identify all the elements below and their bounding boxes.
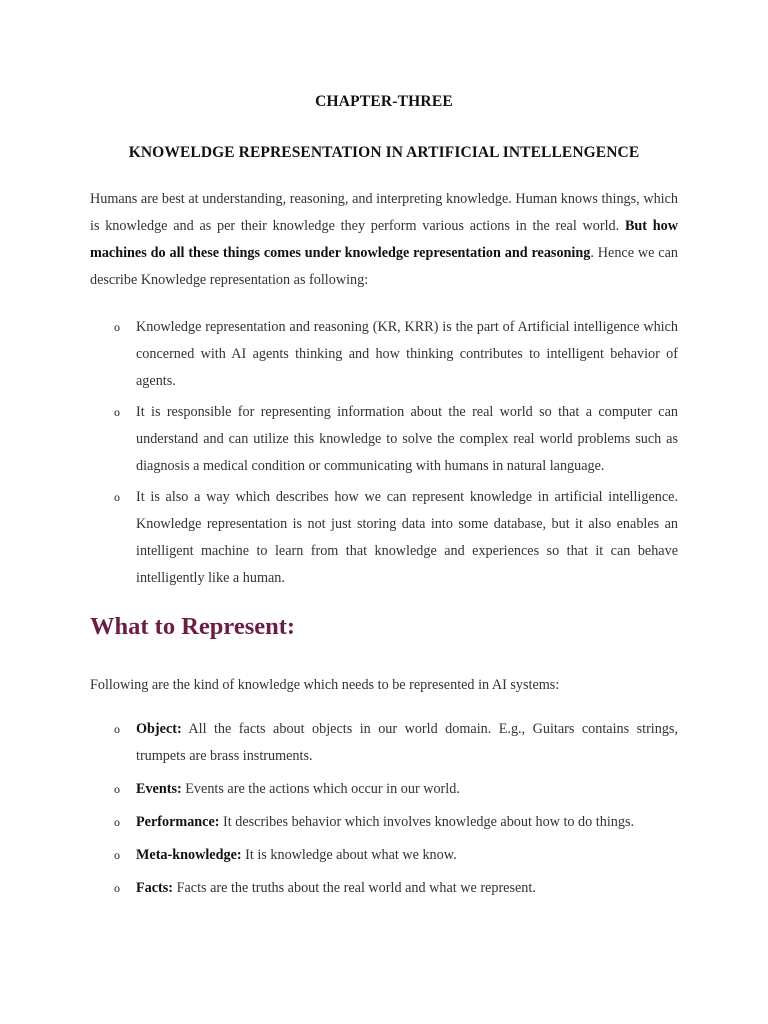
- list-item: [0, 875, 768, 902]
- kind-term: Events:: [136, 781, 182, 797]
- list-item: [0, 399, 768, 480]
- kind-description: It describes behavior which involves knowledge about how to do things.: [219, 814, 635, 830]
- bullet-icon: o: [114, 722, 120, 736]
- bullet-icon: o: [114, 881, 120, 895]
- intro-bold-text: But how machines do all these things comes under knowledge representation and reasoning: [90, 218, 678, 261]
- kind-term: Performance:: [136, 814, 220, 830]
- section-heading: What to Represent:: [90, 613, 296, 640]
- list-item: [0, 776, 768, 803]
- kind-term: Facts:: [136, 880, 174, 896]
- document-title: KNOWELDGE REPRESENTATION IN ARTIFICIAL INTELLENGENCE: [128, 144, 640, 161]
- chapter-title: CHAPTER-THREE: [315, 93, 453, 110]
- bullet-icon: o: [114, 782, 120, 796]
- kind-description: All the facts about objects in our world domain. E.g., Guitars contains strings, trumpets are brass instruments.: [136, 721, 678, 764]
- kind-description: Events are the actions which occur in our world.: [181, 781, 460, 797]
- bullet-icon: o: [114, 405, 120, 419]
- intro-paragraph: [90, 186, 678, 294]
- kind-description: It is knowledge about what we know.: [241, 847, 457, 863]
- intro-text: Humans are best at understanding, reasoning, and interpreting knowledge. Human knows things, which is knowledge and as per their knowledge they perform various actions in the real world.: [90, 191, 678, 234]
- list-item: [0, 314, 768, 395]
- kr-points-list: [0, 314, 768, 596]
- list-item-text: Knowledge representation and reasoning (KR, KRR) is the part of Artificial intelligence which concerned with AI agents thinking and how thinking contributes to intelligent behavior of agents.: [136, 319, 678, 389]
- section-lead: Following are the kind of knowledge which needs to be represented in AI systems:: [90, 677, 560, 693]
- list-item: [0, 716, 768, 770]
- bullet-icon: o: [114, 490, 120, 504]
- list-item: [0, 842, 768, 869]
- list-item-text: It is also a way which describes how we can represent knowledge in artificial intelligence. Knowledge representation is not just storing data into some database, but it also enables an intelligent machine to learn from that knowledge and experiences so that it can behave intelligently like a human.: [136, 489, 678, 586]
- intro-text-end: . Hence we can describe Knowledge representation as following:: [90, 245, 678, 288]
- bullet-icon: o: [114, 848, 120, 862]
- list-item: [0, 484, 768, 592]
- kind-term: Object:: [136, 721, 182, 737]
- bullet-icon: o: [114, 320, 120, 334]
- bullet-icon: o: [114, 815, 120, 829]
- kind-description: Facts are the truths about the real world and what we represent.: [173, 880, 536, 896]
- list-item: [0, 809, 768, 836]
- kind-term: Meta-knowledge:: [136, 847, 242, 863]
- knowledge-kinds-list: [0, 716, 768, 908]
- list-item-text: It is responsible for representing information about the real world so that a computer can understand and can utilize this knowledge to solve the complex real world problems such as diagnosis a medical condition or communicating with humans in natural language.: [136, 404, 678, 474]
